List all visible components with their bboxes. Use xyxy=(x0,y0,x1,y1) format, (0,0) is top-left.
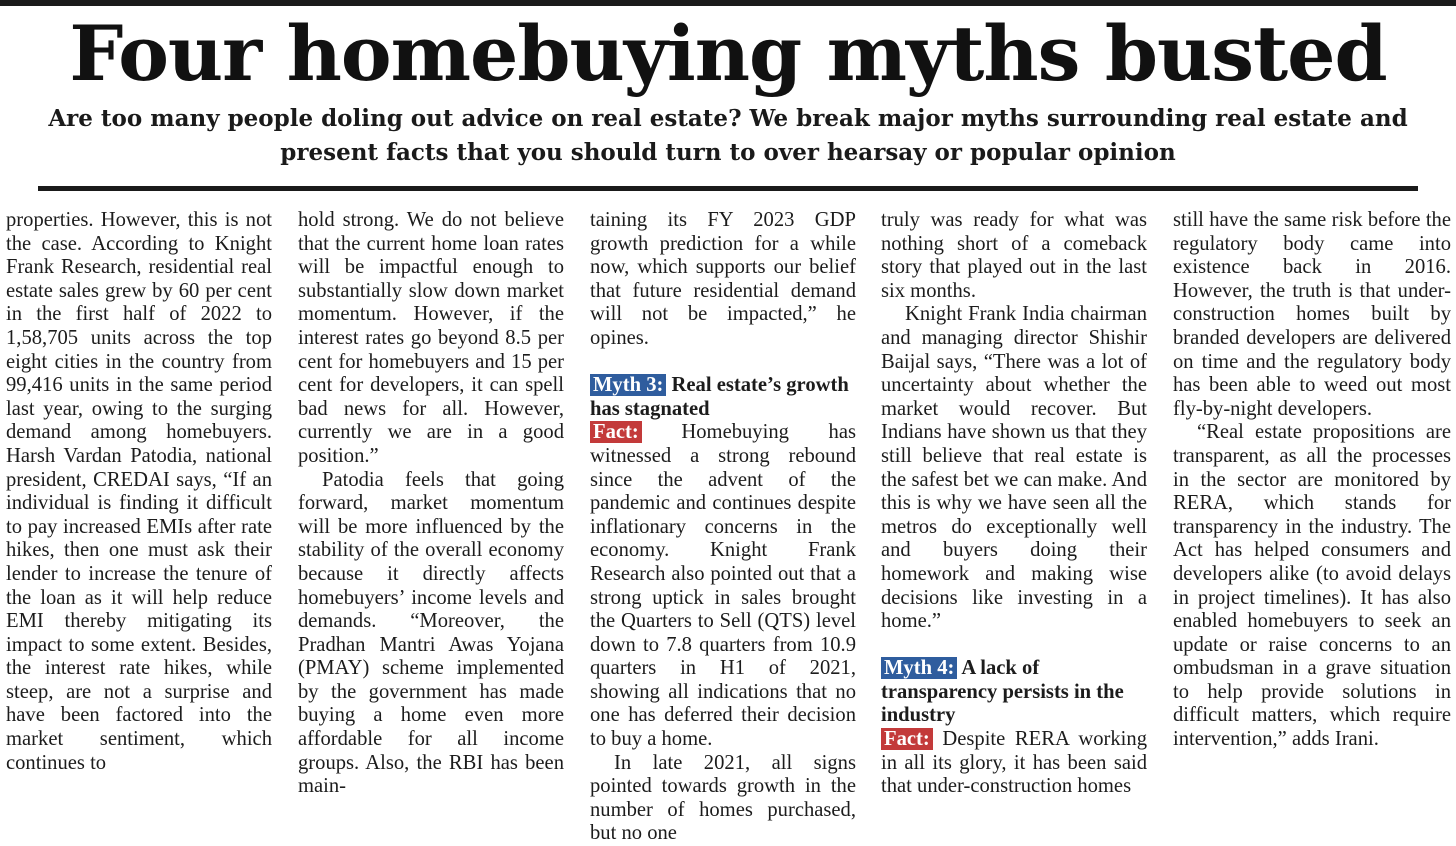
myth-3-title: Real estate’s growth has stagnated xyxy=(590,374,849,420)
column-4-paragraph-2: Knight Frank India chairman and managing director Shishir Baijal says, “There was a lot of uncertainty about whether the market would recover. But Indians have shown us that they still believe that real estate is the safest bet we can make. And this is why we have seen all the metros do exceptionally well and buyers doing their homework and making wise decisions like investing in a home.” xyxy=(881,303,1147,633)
fact-3-tag: Fact: xyxy=(590,421,642,443)
column-5-paragraph-2: “Real estate propositions are transparent, as all the processes in the sector are monitored by RERA, which stands for transparency in the industry. The Act has helped consumers and developers alike (to avoid delays in project timelines). It has also enabled homebuyers to seek an update or raise concerns to an ombudsman in a grave situation to help provide solutions in difficult matters, which require intervention,” adds Irani. xyxy=(1173,421,1451,751)
column-3-paragraph-1: taining its FY 2023 GDP growth prediction for a while now, which supports our belief that future residential demand will not be impacted,” he opines. xyxy=(590,209,856,349)
column-3-paragraph-2: In late 2021, all signs pointed towards growth in the number of homes purchased, but no one xyxy=(590,751,856,845)
myth-3-tag: Myth 3: xyxy=(590,374,666,396)
column-4 xyxy=(881,209,1147,798)
spacer xyxy=(590,351,856,375)
column-1 xyxy=(6,209,272,784)
fact-4-tag: Fact: xyxy=(881,728,933,750)
column-5-paragraph-1: still have the same risk before the regulatory body came into existence back in 2016. However, the truth is that under-construction homes built by branded developers are delivered on time and the regulatory body has been able to weed out most fly-by-night developers. xyxy=(1173,209,1451,420)
myth-4-subhead xyxy=(881,657,1147,728)
myth-4-title: A lack of transparency persists in the industry xyxy=(881,657,1124,727)
column-2-paragraph-1: hold strong. We do not believe that the current home loan rates will be impactful enough to substantially slow down market momentum. However, if the interest rates go beyond 8.5 per cent for homebuyers and 15 per cent for developers, it can spell bad news for all. However, currently we are in a good position.” xyxy=(298,209,564,467)
myth-4-tag: Myth 4: xyxy=(881,657,957,679)
column-2 xyxy=(298,209,564,798)
fact-3-text: Homebuying has witnessed a strong rebound since the advent of the pandemic and continues despite inflationary concerns in the economy. Knight Frank Research also pointed out that a strong uptick in sales brought the Quarters to Sell (QTS) level down to 7.8 quarters from 10.9 quarters in H1 of 2021, showing all indications that no one has deferred their decision to buy a home. xyxy=(590,421,856,751)
column-1-paragraph: properties. However, this is not the case. According to Knight Frank Research, residential real estate sales grew by 60 per cent in the first half of 2022 to 1,58,705 units across the top eight cities in the country from 99,416 units in the same period last year, owing to the surging demand among homebuyers. Harsh Vardan Patodia, national president, CREDAI says, “If an individual is finding it difficult to pay increased EMIs after rate hikes, then one must ask their lender to increase the tenure of the loan as it will help reduce EMI thereby mitigating its impact to some extent. Besides, the interest rate hikes, while steep, are not a surprise and have been factored into the market sentiment, which continues to xyxy=(6,209,272,774)
standfirst: Are too many people doling out advice on real estate? We break major myths surrounding real estate and present facts that you should turn to over hearsay or popular opinion xyxy=(48,105,1408,166)
header-divider xyxy=(38,186,1418,191)
fact-3-paragraph xyxy=(590,421,856,751)
column-2-paragraph-2: Patodia feels that going forward, market momentum will be more influenced by the stability of the overall economy because it directly affects homebuyers’ income levels and demands. “Moreover, the Pradhan Mantri Awas Yojana (PMAY) scheme implemented by the government has made buying a home even more affordable for all income groups. Also, the RBI has been main- xyxy=(298,468,564,798)
column-3 xyxy=(590,209,856,845)
fact-4-text: Despite RERA working in all its glory, it has been said that under-construction homes xyxy=(881,728,1147,798)
column-4-paragraph-1: truly was ready for what was nothing short of a comeback story that played out in the last six months. xyxy=(881,209,1147,302)
headline: Four homebuying myths busted xyxy=(69,9,1387,98)
fact-4-paragraph xyxy=(881,728,1147,799)
myth-3-subhead xyxy=(590,374,856,421)
column-5 xyxy=(1173,209,1451,784)
spacer xyxy=(881,634,1147,658)
